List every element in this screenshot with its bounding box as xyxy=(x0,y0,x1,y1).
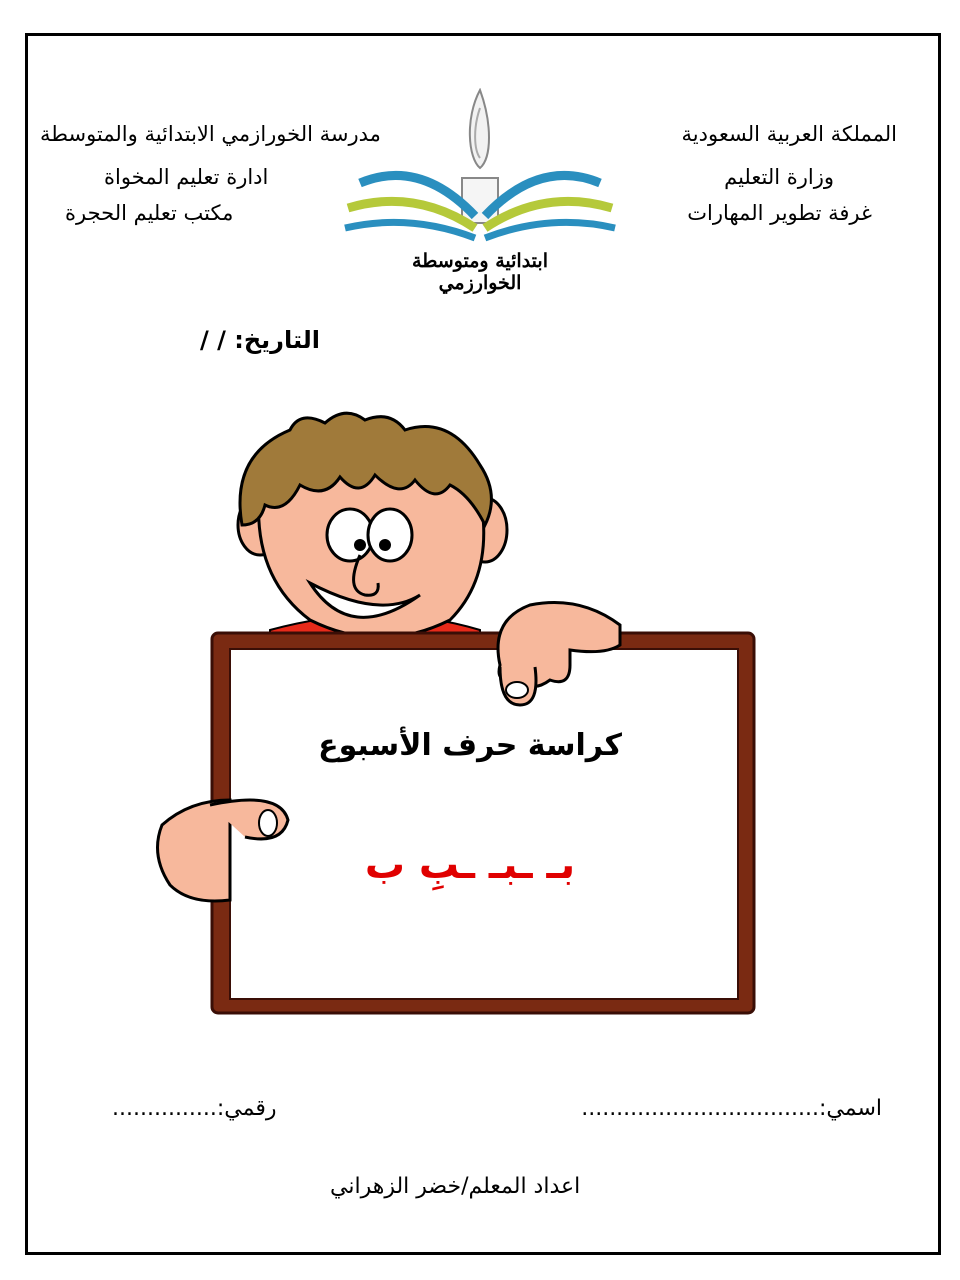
teacher-credit: اعداد المعلم/خضر الزهراني xyxy=(330,1174,581,1199)
logo-caption: ابتدائية ومتوسطة الخوارزمي xyxy=(412,250,548,294)
cartoon-boy-illustration xyxy=(150,405,770,1025)
book-candle-icon xyxy=(340,88,620,248)
header-right-line-1: المملكة العربية السعودية xyxy=(681,122,897,146)
letter-forms: بـ ـبـ ـبِ ب xyxy=(364,842,576,888)
name-field: اسمي:.................................. xyxy=(581,1096,882,1121)
header-right-line-2: وزارة التعليم xyxy=(724,165,834,189)
number-field: رقمي:............... xyxy=(112,1096,277,1121)
header-left-line-3: مكتب تعليم الحجرة xyxy=(65,201,234,225)
header-left-line-1: مدرسة الخورازمي الابتدائية والمتوسطة xyxy=(40,122,381,146)
header-right-line-3: غرفة تطوير المهارات xyxy=(687,201,872,225)
board-title: كراسة حرف الأسبوع xyxy=(318,728,622,763)
header-left-line-2: ادارة تعليم المخواة xyxy=(104,165,269,189)
date-field: التاريخ: / / xyxy=(199,326,320,354)
